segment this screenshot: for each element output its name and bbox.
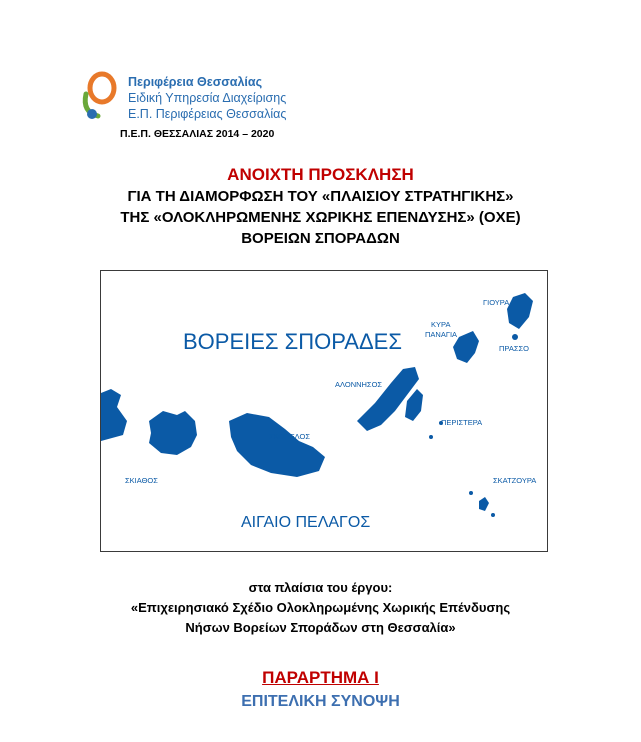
project-intro: στα πλαίσια του έργου:	[248, 580, 393, 595]
skopelos-label: ΣΚΟΠΕΛΟΣ	[269, 432, 310, 441]
kyra-label-line2: ΠΑΝΑΓΙΑ	[425, 330, 458, 339]
title-block	[0, 164, 641, 249]
islet-shape	[429, 435, 433, 439]
title-line1: ΑΝΟΙΧΤΗ ΠΡΟΣΚΛΗΣΗ	[227, 165, 414, 184]
skiathos-label: ΣΚΙΑΘΟΣ	[125, 476, 158, 485]
annex-subtitle: ΕΠΙΤΕΛΙΚΗ ΣΥΝΟΨΗ	[241, 693, 400, 710]
sea-label: ΑΙΓΑΙΟ ΠΕΛΑΓΟΣ	[241, 514, 371, 531]
org-line2: Ειδική Υπηρεσία Διαχείρισης	[128, 91, 287, 105]
org-name: Περιφέρεια Θεσσαλίας	[128, 75, 263, 89]
annex-title: ΠΑΡΑΡΤΗΜΑ Ι	[262, 668, 379, 687]
region-label: ΒΟΡΕΙΕΣ ΣΠΟΡΑΔΕΣ	[183, 329, 402, 354]
title-line3: ΤΗΣ «ΟΛΟΚΛΗΡΩΜΕΝΗΣ ΧΩΡΙΚΗΣ ΕΠΕΝΔΥΣΗΣ» (ΟΧΕ)	[120, 209, 521, 226]
org-line3: Ε.Π. Περιφέρειας Θεσσαλίας	[128, 107, 287, 121]
project-line1: «Επιχειρησιακό Σχέδιο Ολοκληρωμένης Χωρικής Επένδυσης	[130, 600, 511, 615]
skantzoura-label: ΣΚΑΤΖΟΥΡΑ	[493, 476, 537, 485]
skantzoura-shape	[479, 497, 489, 511]
peristera-label: ΠΕΡΙΣΤΕΡΑ	[441, 418, 483, 427]
title-line2: ΓΙΑ ΤΗ ΔΙΑΜΟΡΦΩΣΗ ΤΟΥ «ΠΛΑΙΣΙΟΥ ΣΤΡΑΤΗΓΙΚΗΣ»	[127, 188, 514, 205]
prasso-shape	[512, 334, 518, 340]
prasso-label: ΠΡΑΣΣΟ	[499, 344, 529, 353]
program-label: Π.Ε.Π. ΘΕΣΣΑΛΙΑΣ 2014 – 2020	[120, 128, 275, 140]
skopelos-shape	[229, 413, 325, 477]
region-logo	[80, 70, 120, 122]
alonissos-label: ΑΛΟΝΝΗΣΟΣ	[335, 380, 383, 389]
kyra-label-line1: ΚΥΡΑ	[431, 320, 451, 329]
project-line2: Νήσων Βορείων Σποράδων στη Θεσσαλία»	[185, 620, 456, 635]
islet-shape	[469, 491, 473, 495]
gioura-shape	[507, 293, 533, 329]
mainland-shape	[101, 389, 127, 441]
org-block	[128, 74, 286, 122]
islet-shape	[491, 513, 495, 517]
title-line4: ΒΟΡΕΙΩΝ ΣΠΟΡΑΔΩΝ	[241, 230, 400, 247]
gioura-label: ΓΙΟΥΡΑ	[483, 298, 510, 307]
skiathos-shape	[149, 411, 197, 455]
islands-map	[100, 270, 548, 552]
